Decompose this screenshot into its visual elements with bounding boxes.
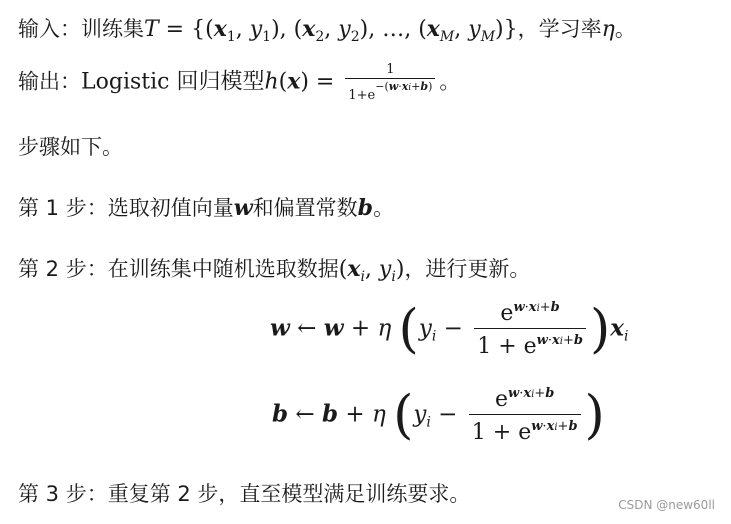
step-2-text: 在训练集中随机选取数据 <box>107 257 339 281</box>
steps-intro: 步骤如下。 <box>18 135 123 159</box>
step-3 <box>18 484 470 506</box>
b-update-equation: b ← b + η ($y_i$ − $\frac{e^{w\cdot xi+b}}{1 + e^{w\cdot xi+b}}$ ) <box>272 385 605 446</box>
b-update-fraction: $\frac{e^{w\cdot xi+b}}{1 + e^{w\cdot xi+b}}$ <box>469 386 581 445</box>
training-set-label: 训练集 <box>81 17 144 41</box>
training-set-formula: T <box>144 17 159 42</box>
input-label: 输入： <box>18 17 81 41</box>
eta-symbol: η <box>601 17 615 42</box>
output-label: 输出： <box>18 69 81 94</box>
input-line: 输入：训练集$T = \{(x_1$, $y_1$), ($x_2$, $y_2$), …, ($x_M$, $y_M$)}，学习率η。 <box>18 16 636 45</box>
model-fraction: $\frac{1}{1+e^{-(w\cdot xi+b)}}$ <box>345 63 435 102</box>
step-1-text-b: 和偏置常数 <box>252 196 358 220</box>
step-1-prefix: 第 1 步： <box>18 196 108 220</box>
w-update-fraction: $\frac{e^{w\cdot xi+b}}{1 + e^{w\cdot xi+b}}$ <box>474 300 586 359</box>
output-line: 输出：Logistic 回归模型h(x) = $\frac{1}{1+e^{-(w\cdot xi+b)}}$ 。 <box>18 62 461 103</box>
step-3-text: 重复第 2 步，直至模型满足训练要求。 <box>107 482 471 506</box>
w-update-equation: w ← w + η ($y_i$ − $\frac{e^{w\cdot xi+b}}{1 + e^{w\cdot xi+b}}$ )$x_i$ <box>270 299 629 360</box>
step-2: 第 2 步：在训练集中随机选取数据($x_i$, $y_i$)，进行更新。 <box>18 256 531 285</box>
step-2-text-after: ，进行更新。 <box>404 257 531 281</box>
watermark: CSDN @new60ll <box>618 498 715 512</box>
learning-rate-label: ，学习率 <box>517 17 602 41</box>
step-1: 第 1 步：选取初值向量w和偏置常数b。 <box>18 195 395 221</box>
step-3-prefix: 第 3 步： <box>18 482 108 506</box>
model-label: Logistic 回归模型 <box>81 69 265 95</box>
step-2-prefix: 第 2 步： <box>18 257 108 281</box>
step-1-text-a: 选取初值向量 <box>107 196 234 220</box>
